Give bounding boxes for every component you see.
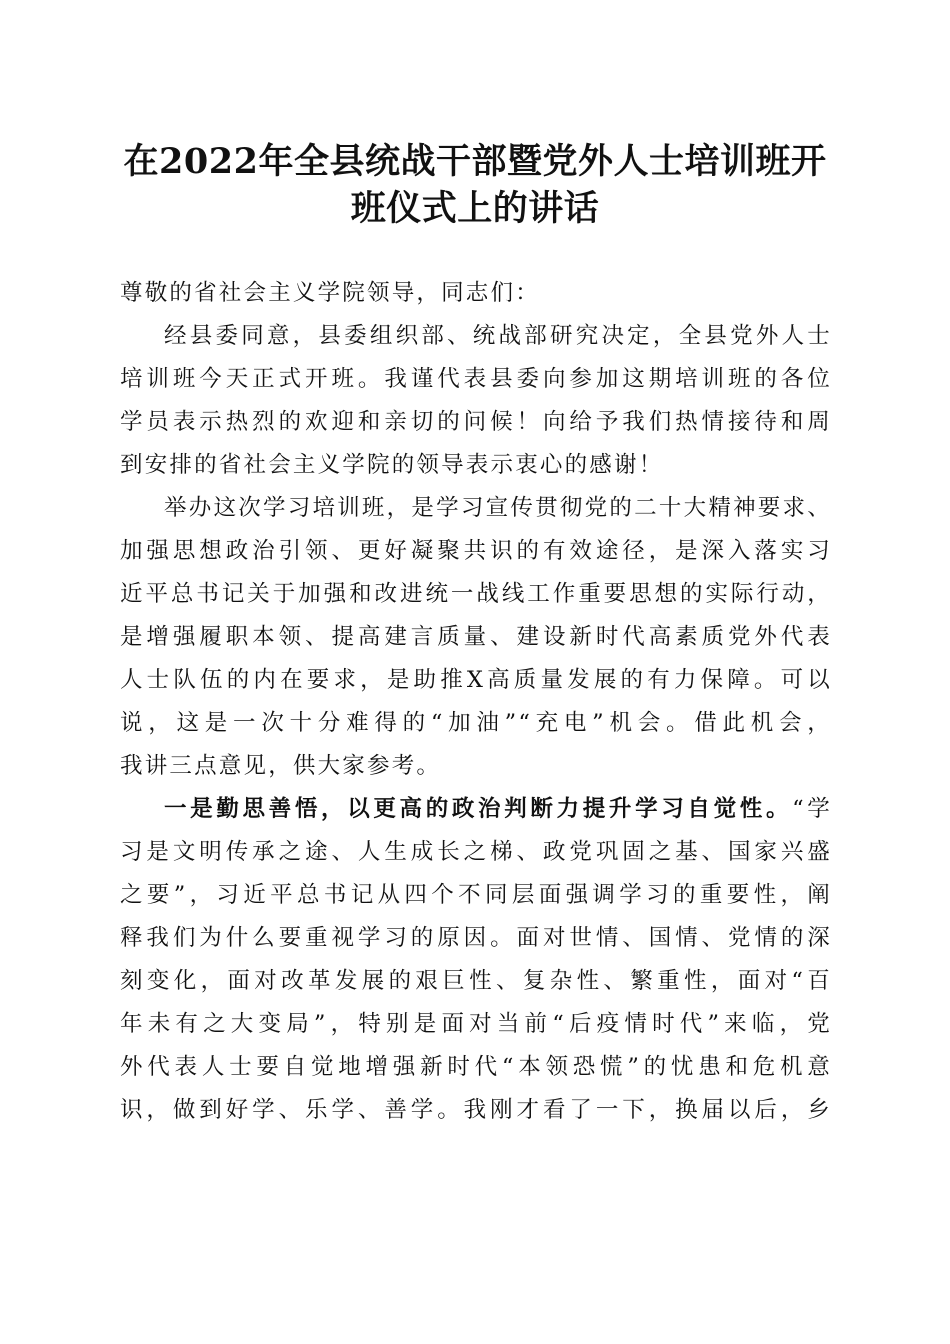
paragraph-2-line: 人士队伍的内在要求，是助推X高质量发展的有力保障。可以 xyxy=(120,667,832,693)
paragraph-3-line: 之要”，习近平总书记从四个不同层面强调学习的重要性，阐 xyxy=(120,882,832,908)
paragraph-3-bold-lead: 一是勤思善悟，以更高的政治判断力提升学习自觉性。 xyxy=(164,796,793,822)
document-body xyxy=(120,272,832,1132)
paragraph-2-line: 我讲三点意见，供大家参考。 xyxy=(120,753,442,779)
title-line-2: 班仪式上的讲话 xyxy=(350,188,600,229)
paragraph-1-line: 经县委同意，县委组织部、统战部研究决定，全县党外人士 xyxy=(164,323,832,349)
document-title xyxy=(100,138,850,232)
paragraph-3-line: 外代表人士要自觉地增强新时代“本领恐慌”的忧患和危机意 xyxy=(120,1054,832,1080)
paragraph-3-line: 习是文明传承之途、人生成长之梯、政党巩固之基、国家兴盛 xyxy=(120,839,832,865)
paragraph-1-line: 学员表示热烈的欢迎和亲切的问候！向给予我们热情接待和周 xyxy=(120,409,832,435)
paragraph-2-line: 是增强履职本领、提高建言质量、建设新时代高素质党外代表 xyxy=(120,624,832,650)
paragraph-3-line: 刻变化，面对改革发展的艰巨性、复杂性、繁重性，面对“百 xyxy=(120,968,832,994)
paragraph-2-line: 加强思想政治引领、更好凝聚共识的有效途径，是深入落实习 xyxy=(120,538,832,564)
paragraph-2-line: 说，这是一次十分难得的“加油”“充电”机会。借此机会， xyxy=(120,710,832,736)
title-line-1: 在2022年全县统战干部暨党外人士培训班开 xyxy=(123,141,827,182)
paragraph-2-line: 近平总书记关于加强和改进统一战线工作重要思想的实际行动， xyxy=(120,581,832,607)
paragraph-3-line: 释我们为什么要重视学习的原因。面对世情、国情、党情的深 xyxy=(120,925,832,951)
paragraph-1-line: 到安排的省社会主义学院的领导表示衷心的感谢！ xyxy=(120,452,664,478)
paragraph-3-first-line-rest: “学 xyxy=(792,796,832,822)
paragraph-3-line: 年未有之大变局”，特别是面对当前“后疫情时代”来临，党 xyxy=(120,1011,832,1037)
paragraph-3-first-line xyxy=(120,788,832,831)
paragraph-1-line: 培训班今天正式开班。我谨代表县委向参加这期培训班的各位 xyxy=(120,366,832,392)
paragraph-2-line: 举办这次学习培训班，是学习宣传贯彻党的二十大精神要求、 xyxy=(164,495,832,521)
salutation: 尊敬的省社会主义学院领导，同志们： xyxy=(120,280,540,306)
paragraph-3-line: 识，做到好学、乐学、善学。我刚才看了一下，换届以后，乡 xyxy=(120,1097,832,1123)
